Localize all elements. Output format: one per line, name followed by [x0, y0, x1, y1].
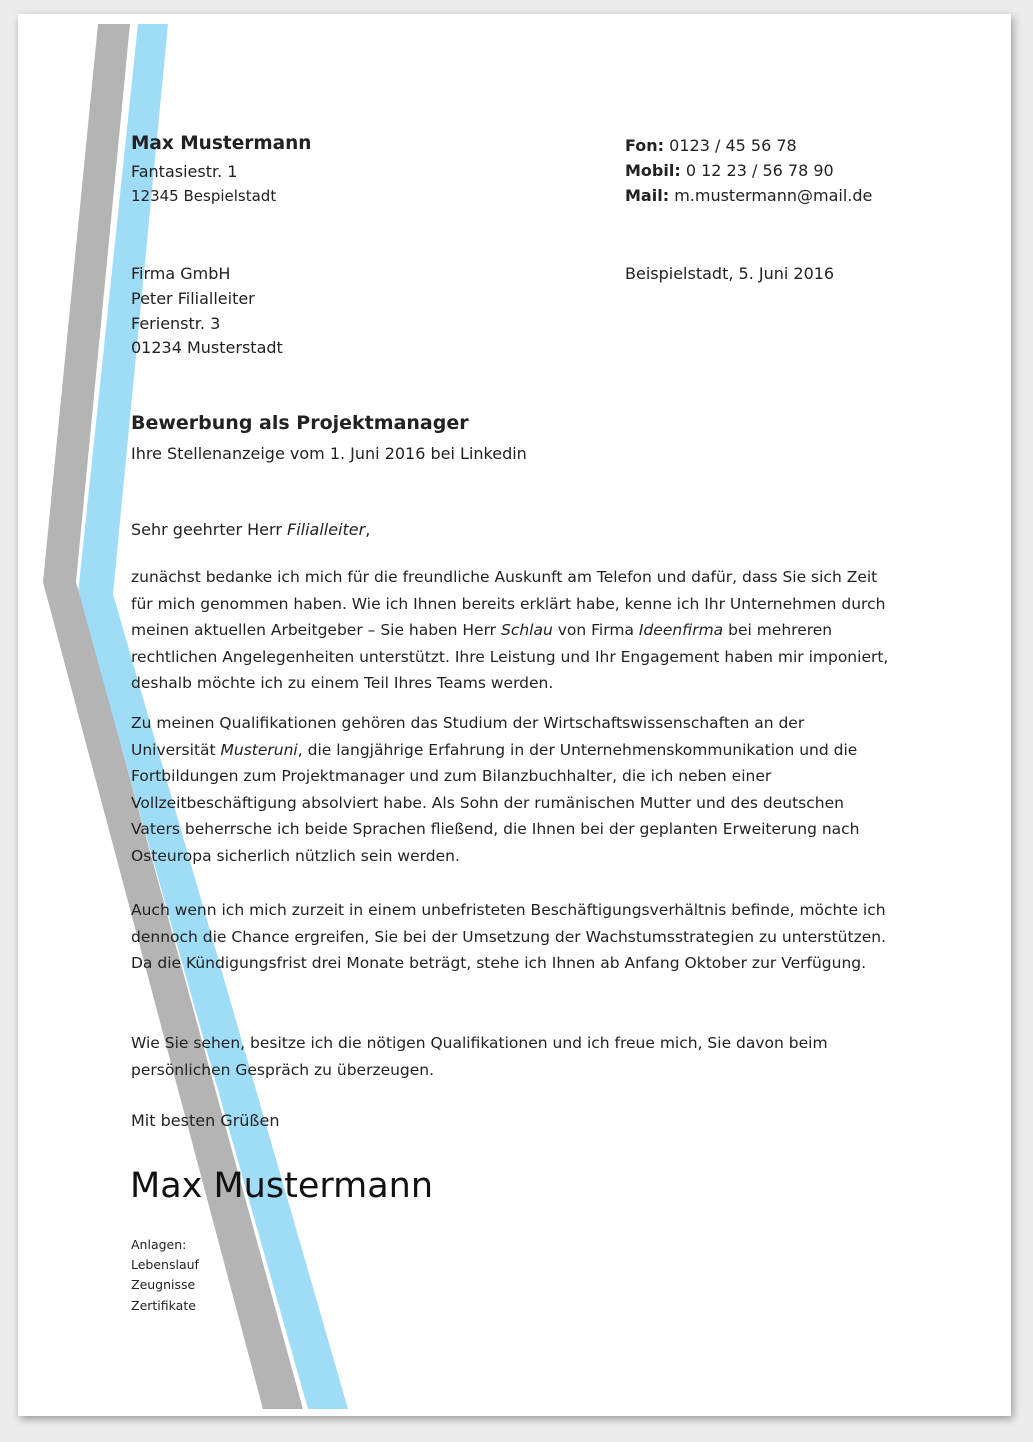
italic-text-run: Musteruni	[220, 740, 298, 759]
salutation	[131, 517, 370, 542]
salutation-prefix: Sehr geehrter Herr	[131, 520, 287, 539]
attachment-item: Zeugnisse	[131, 1277, 196, 1292]
sender-street: Fantasiestr. 1	[131, 162, 238, 181]
phone-value: 0123 / 45 56 78	[669, 136, 797, 155]
subject-reference: Ihre Stellenanzeige vom 1. Juni 2016 bei Linkedin	[131, 444, 527, 463]
recipient-street: Ferienstr. 3	[131, 314, 221, 333]
italic-text-run: Ideenfirma	[638, 621, 724, 639]
mail-value: m.mustermann@mail.de	[674, 186, 873, 205]
contact-mail	[625, 183, 872, 208]
text-run: zunächst bedanke ich mich für die freundliche Auskunft am Telefon und dafür, dass Sie sich Zeit für mich genommen haben. Wie ich Ihnen bereits erklärt habe, kenne ich Ihr Unternehmen durch meinen aktuellen Arbeitgeber – Sie haben Herr	[131, 568, 886, 639]
recipient-city: 01234 Musterstadt	[131, 338, 283, 357]
mobile-label: Mobil:	[625, 161, 681, 180]
text-run: von Firma	[552, 621, 639, 639]
signature-name: Max Mustermann	[130, 1166, 434, 1206]
text-run: , die langjährige Erfahrung in der Unternehmenskommunikation und die Fortbildungen zum Projektmanager und zum Bilanzbuchhalter, die ich neben einer Vollzeitbeschäftigung absolviert habe. Als Sohn der rumänischen Mutter und des deutschen Vaters beherrsche ich beide Sprachen fließend, die Ihnen bei der geplanten Erweiterung nach Osteuropa sicherlich nützlich sein werden.	[131, 740, 860, 865]
recipient-person: Peter Filialleiter	[131, 289, 255, 308]
letter-page	[18, 14, 1011, 1416]
salutation-suffix: ,	[365, 520, 371, 539]
closing: Mit besten Grüßen	[131, 1111, 280, 1130]
contact-phone	[625, 133, 797, 158]
text-run: bei mehreren rechtlichen Angelegenheiten unterstützt. Ihre Leistung und Ihr Engagement haben mir imponiert, deshalb möchte ich zu einem Teil Ihres Teams werden.	[131, 621, 889, 692]
sender-city: 12345 Bespielstadt	[131, 187, 277, 205]
salutation-name: Filialleiter	[286, 520, 366, 539]
body-paragraph-3	[131, 897, 891, 977]
italic-text-run: Schlau	[500, 621, 553, 639]
text-run: Auch wenn ich mich zurzeit in einem unbefristeten Beschäftigungsverhältnis befinde, möchte ich dennoch die Chance ergreifen, Sie bei der Umsetzung der Wachstumsstrategien zu unterstützen. Da die Kündigungsfrist drei Monate beträgt, stehe ich Ihnen ab Anfang Oktober zur Verfügung.	[131, 901, 887, 972]
attachments-label: Anlagen:	[131, 1237, 187, 1252]
body-paragraph-2	[131, 710, 891, 869]
body-paragraph-4	[131, 1030, 891, 1083]
body-paragraph-1	[131, 564, 891, 697]
date-line: Beispielstadt, 5. Juni 2016	[625, 264, 835, 283]
mail-label: Mail:	[625, 186, 670, 205]
text-run: Zu meinen Qualifikationen gehören das Studium der Wirtschaftswissenschaften an der Universität	[131, 714, 805, 759]
mobile-value: 0 12 23 / 56 78 90	[685, 161, 834, 180]
contact-mobile	[625, 158, 834, 183]
phone-label: Fon:	[625, 136, 665, 155]
subject-title: Bewerbung als Projektmanager	[131, 412, 469, 434]
recipient-company: Firma GmbH	[131, 264, 231, 283]
attachment-item: Lebenslauf	[131, 1257, 199, 1272]
text-run: Wie Sie sehen, besitze ich die nötigen Qualifikationen und ich freue mich, Sie davon beim persönlichen Gespräch zu überzeugen.	[131, 1034, 828, 1079]
sender-name: Max Mustermann	[131, 133, 312, 154]
attachment-item: Zertifikate	[131, 1298, 196, 1313]
